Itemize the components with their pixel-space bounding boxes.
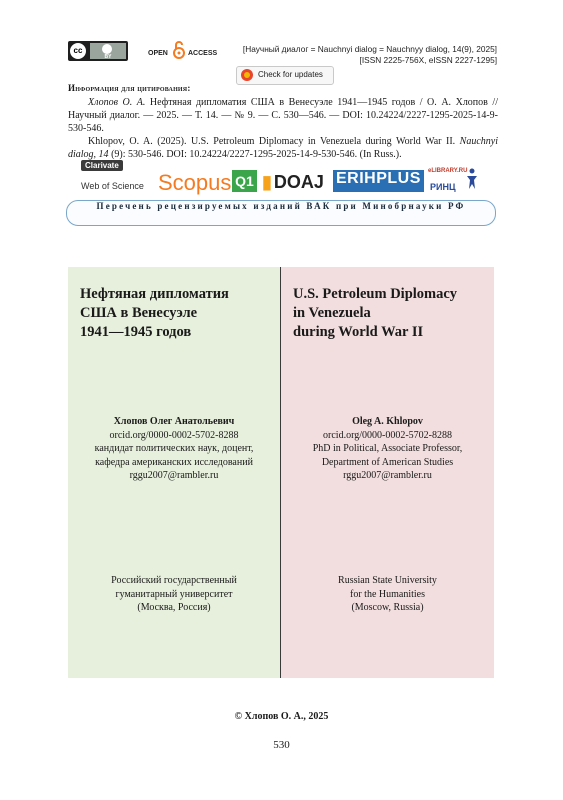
page-number: 530 <box>273 739 290 751</box>
orcid-link[interactable]: orcid.org/0000-0002-5702-8288 <box>109 429 239 441</box>
person-icon <box>102 44 112 54</box>
article-title-en: U.S. Petroleum Diplomacy in Venezuela during World War II <box>293 286 458 340</box>
orcid-link[interactable]: orcid.org/0000-0002-5702-8288 <box>323 429 452 441</box>
email-link[interactable]: rggu2007@rambler.ru <box>129 470 219 481</box>
english-title-panel <box>281 267 494 678</box>
russian-title-panel <box>68 267 280 678</box>
erihplus-logo[interactable]: ERIHPLUS <box>333 170 424 192</box>
open-access-label-open: OPEN <box>148 50 168 57</box>
author-info-ru: Хлопов Олег Анатольевич orcid.org/0000-0002-5702-8288 кандидат политических наук, доцент, кафедра американских исследований rggu2007@rambler.ru <box>68 415 280 483</box>
journal-issn-line: [ISSN 2225-756X, eISSN 2227-1295] <box>359 55 497 65</box>
citation-english: Khlopov, O. A. (2025). U.S. Petroleum Diplomacy in Venezuela during World War II. Nauchnyi dialog, 14 (9): 530-546. DOI: 10.24224/2227-1295-2025-14-9-530-546. (In Russ.). <box>68 136 498 160</box>
author-name: Oleg A. Khlopov <box>352 416 423 427</box>
cc-icon: cc <box>70 43 86 59</box>
scopus-logo[interactable]: Scopus <box>158 170 232 195</box>
affiliation-en: Russian State University for the Humanities (Moscow, Russia) <box>338 575 437 613</box>
email-link[interactable]: rggu2007@rambler.ru <box>343 470 432 481</box>
open-access-label-access: ACCESS <box>188 50 218 57</box>
cc-by-license-badge[interactable] <box>68 41 128 61</box>
person-figure-icon <box>466 168 478 190</box>
citation-russian: Хлопов О. А. Нефтяная дипломатия США в Венесуэле 1941—1945 годов / О. А. Хлопов // Научный диалог. — 2025. — Т. 14. — № 9. — С. 530—546. — DOI: 10.24224/2227-1295-2025-14-9-530-546. <box>68 97 498 134</box>
citation-heading: Информация для цитирования: <box>68 83 191 93</box>
vak-list-banner: Перечень рецензируемых изданий ВАК при Минобрнауки РФ <box>66 200 496 226</box>
web-of-science-logo[interactable]: Web of Science <box>81 181 144 191</box>
author-name: Хлопов Олег Анатольевич <box>113 416 235 427</box>
rinc-logo[interactable]: РИНЦ <box>430 182 456 192</box>
author-info-en: Oleg A. Khlopov orcid.org/0000-0002-5702-8288 PhD in Political, Associate Professor, Department of American Studies rggu2007@rambler.ru <box>281 415 494 483</box>
doaj-logo[interactable]: ▮ DOAJ <box>262 172 324 193</box>
crossmark-icon <box>241 69 253 81</box>
affiliation-ru: Российский государственный гуманитарный университет (Москва, Россия) <box>111 575 237 613</box>
article-title-ru: Нефтяная дипломатия США в Венесуэле 1941—1945 годов <box>80 286 229 340</box>
check-for-updates-button[interactable]: Check for updates <box>236 66 334 85</box>
elibrary-logo[interactable]: eLIBRARY.RU <box>428 168 468 174</box>
copyright-notice: © Хлопов О. А., 2025 <box>234 711 329 722</box>
by-icon: BY <box>90 43 126 59</box>
journal-info <box>243 44 497 66</box>
q1-badge: Q1 <box>232 170 257 192</box>
open-lock-icon <box>173 41 185 59</box>
clarivate-logo[interactable]: Clarivate <box>81 160 123 171</box>
journal-title-line: [Научный диалог = Nauchnyi dialog = Nauchnyy dialog, 14(9), 2025] <box>242 44 497 54</box>
